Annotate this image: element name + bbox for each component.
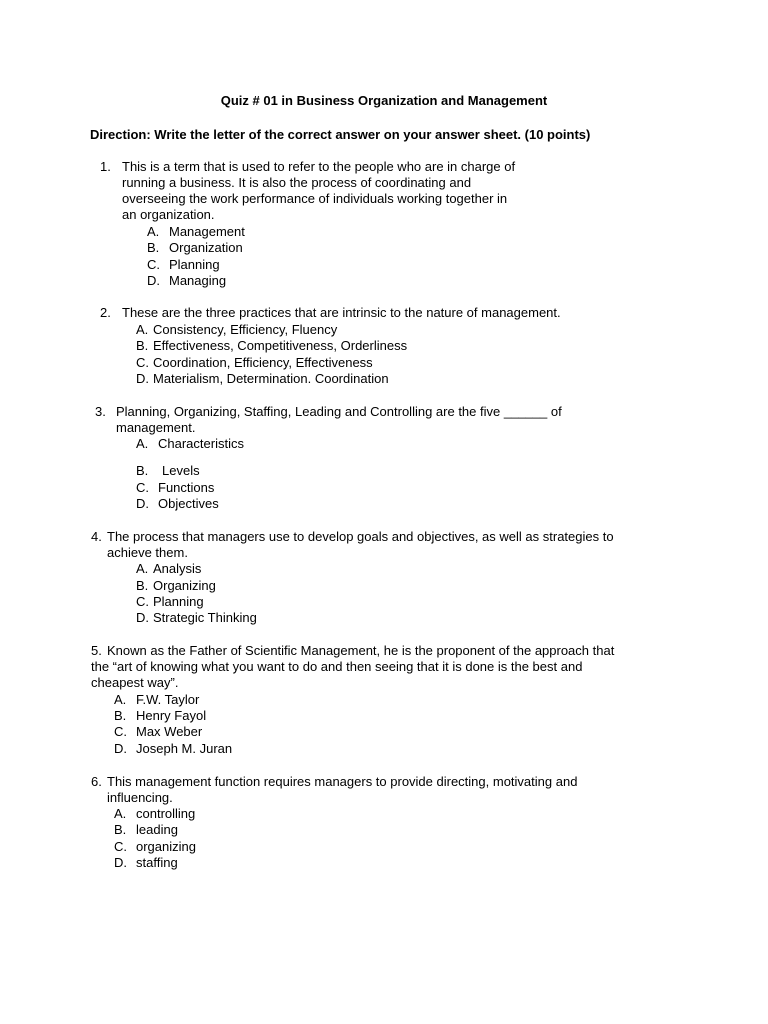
- option-text: leading: [136, 822, 178, 837]
- option-label: C.: [114, 839, 127, 854]
- question-text-line: This is a term that is used to refer to the people who are in charge of: [122, 159, 516, 174]
- answer-option: [147, 257, 220, 273]
- option-label: D.: [114, 741, 127, 756]
- answer-option: [136, 610, 257, 626]
- answer-option: [114, 724, 202, 740]
- option-text: Planning: [169, 257, 220, 272]
- option-text: Joseph M. Juran: [136, 741, 233, 756]
- answer-option: [136, 338, 407, 354]
- option-text: organizing: [136, 839, 196, 854]
- option-label: B.: [114, 822, 127, 837]
- answer-option: [136, 480, 214, 496]
- option-text: Planning: [153, 594, 204, 609]
- option-text: F.W. Taylor: [136, 692, 200, 707]
- answer-option: [136, 436, 244, 452]
- answer-option: [136, 463, 200, 479]
- question-text-line: Planning, Organizing, Staffing, Leading and Controlling are the five ______ of: [116, 404, 562, 419]
- option-text: Organizing: [153, 578, 216, 593]
- option-text: Coordination, Efficiency, Effectiveness: [153, 355, 373, 370]
- quiz-direction: Direction: Write the letter of the correct answer on your answer sheet. (10 points): [90, 127, 591, 142]
- option-text: Managing: [169, 273, 227, 288]
- option-text: Henry Fayol: [136, 708, 207, 723]
- option-label: A.: [147, 224, 160, 239]
- answer-option: [136, 355, 373, 371]
- option-text: Management: [169, 224, 245, 239]
- option-label: B.: [136, 463, 149, 478]
- question-number: 2.: [100, 305, 111, 320]
- option-text: Consistency, Efficiency, Fluency: [153, 322, 338, 337]
- question-text-line: This management function requires managers to provide directing, motivating and: [107, 774, 578, 789]
- answer-option: [114, 741, 232, 757]
- answer-option: [114, 708, 206, 724]
- quiz-title: Quiz # 01 in Business Organization and Management: [220, 93, 548, 108]
- option-text: Strategic Thinking: [153, 610, 257, 625]
- question-text-line: Known as the Father of Scientific Management, he is the proponent of the approach that: [107, 643, 615, 658]
- option-label: D.: [114, 855, 127, 870]
- option-label: C.: [136, 480, 149, 495]
- answer-option: [136, 561, 201, 577]
- option-label: B.: [147, 240, 160, 255]
- answer-option: [147, 224, 245, 240]
- question-text-line: The process that managers use to develop goals and objectives, as well as strategies to: [107, 529, 614, 544]
- question-number: 3.: [95, 404, 106, 419]
- option-text: Objectives: [158, 496, 219, 511]
- option-text: Materialism, Determination. Coordination: [153, 371, 389, 386]
- answer-option: [136, 322, 337, 338]
- question-text-line: an organization.: [122, 207, 215, 222]
- option-label: D.: [136, 371, 149, 386]
- option-text: Levels: [162, 463, 200, 478]
- option-label: C.: [136, 594, 149, 609]
- option-text: Effectiveness, Competitiveness, Orderliness: [153, 338, 408, 353]
- question-number: 4.: [91, 529, 102, 544]
- answer-option: [136, 496, 219, 512]
- option-text: Characteristics: [158, 436, 244, 451]
- option-label: A.: [136, 436, 149, 451]
- answer-option: [114, 839, 196, 855]
- option-label: B.: [136, 338, 149, 353]
- question-text-line: influencing.: [107, 790, 173, 805]
- option-label: C.: [114, 724, 127, 739]
- answer-option: [136, 578, 216, 594]
- answer-option: [136, 371, 389, 387]
- answer-option: [114, 855, 178, 871]
- answer-option: [147, 273, 226, 289]
- answer-option: [114, 806, 195, 822]
- option-text: Functions: [158, 480, 215, 495]
- option-label: B.: [114, 708, 127, 723]
- question-number: 1.: [100, 159, 111, 174]
- option-label: A.: [114, 806, 127, 821]
- option-label: A.: [114, 692, 127, 707]
- option-label: B.: [136, 578, 149, 593]
- question-text-line: the “art of knowing what you want to do and then seeing that it is done is the best and: [91, 659, 583, 674]
- answer-option: [147, 240, 243, 256]
- question-text-line: cheapest way”.: [91, 675, 179, 690]
- question-number: 6.: [91, 774, 102, 789]
- question-text-line: running a business. It is also the process of coordinating and: [122, 175, 472, 190]
- answer-option: [114, 822, 178, 838]
- option-text: staffing: [136, 855, 178, 870]
- question-text-line: achieve them.: [107, 545, 188, 560]
- question-text-line: These are the three practices that are intrinsic to the nature of management.: [122, 305, 561, 320]
- option-text: Analysis: [153, 561, 202, 576]
- option-label: D.: [136, 496, 149, 511]
- option-label: A.: [136, 561, 149, 576]
- option-text: Organization: [169, 240, 243, 255]
- question-text-line: management.: [116, 420, 196, 435]
- option-text: controlling: [136, 806, 196, 821]
- option-label: D.: [136, 610, 149, 625]
- answer-option: [136, 594, 204, 610]
- question-text-line: overseeing the work performance of individuals working together in: [122, 191, 508, 206]
- option-text: Max Weber: [136, 724, 203, 739]
- option-label: A.: [136, 322, 149, 337]
- option-label: D.: [147, 273, 160, 288]
- question-number: 5.: [91, 643, 102, 658]
- answer-option: [114, 692, 199, 708]
- option-label: C.: [136, 355, 149, 370]
- option-label: C.: [147, 257, 160, 272]
